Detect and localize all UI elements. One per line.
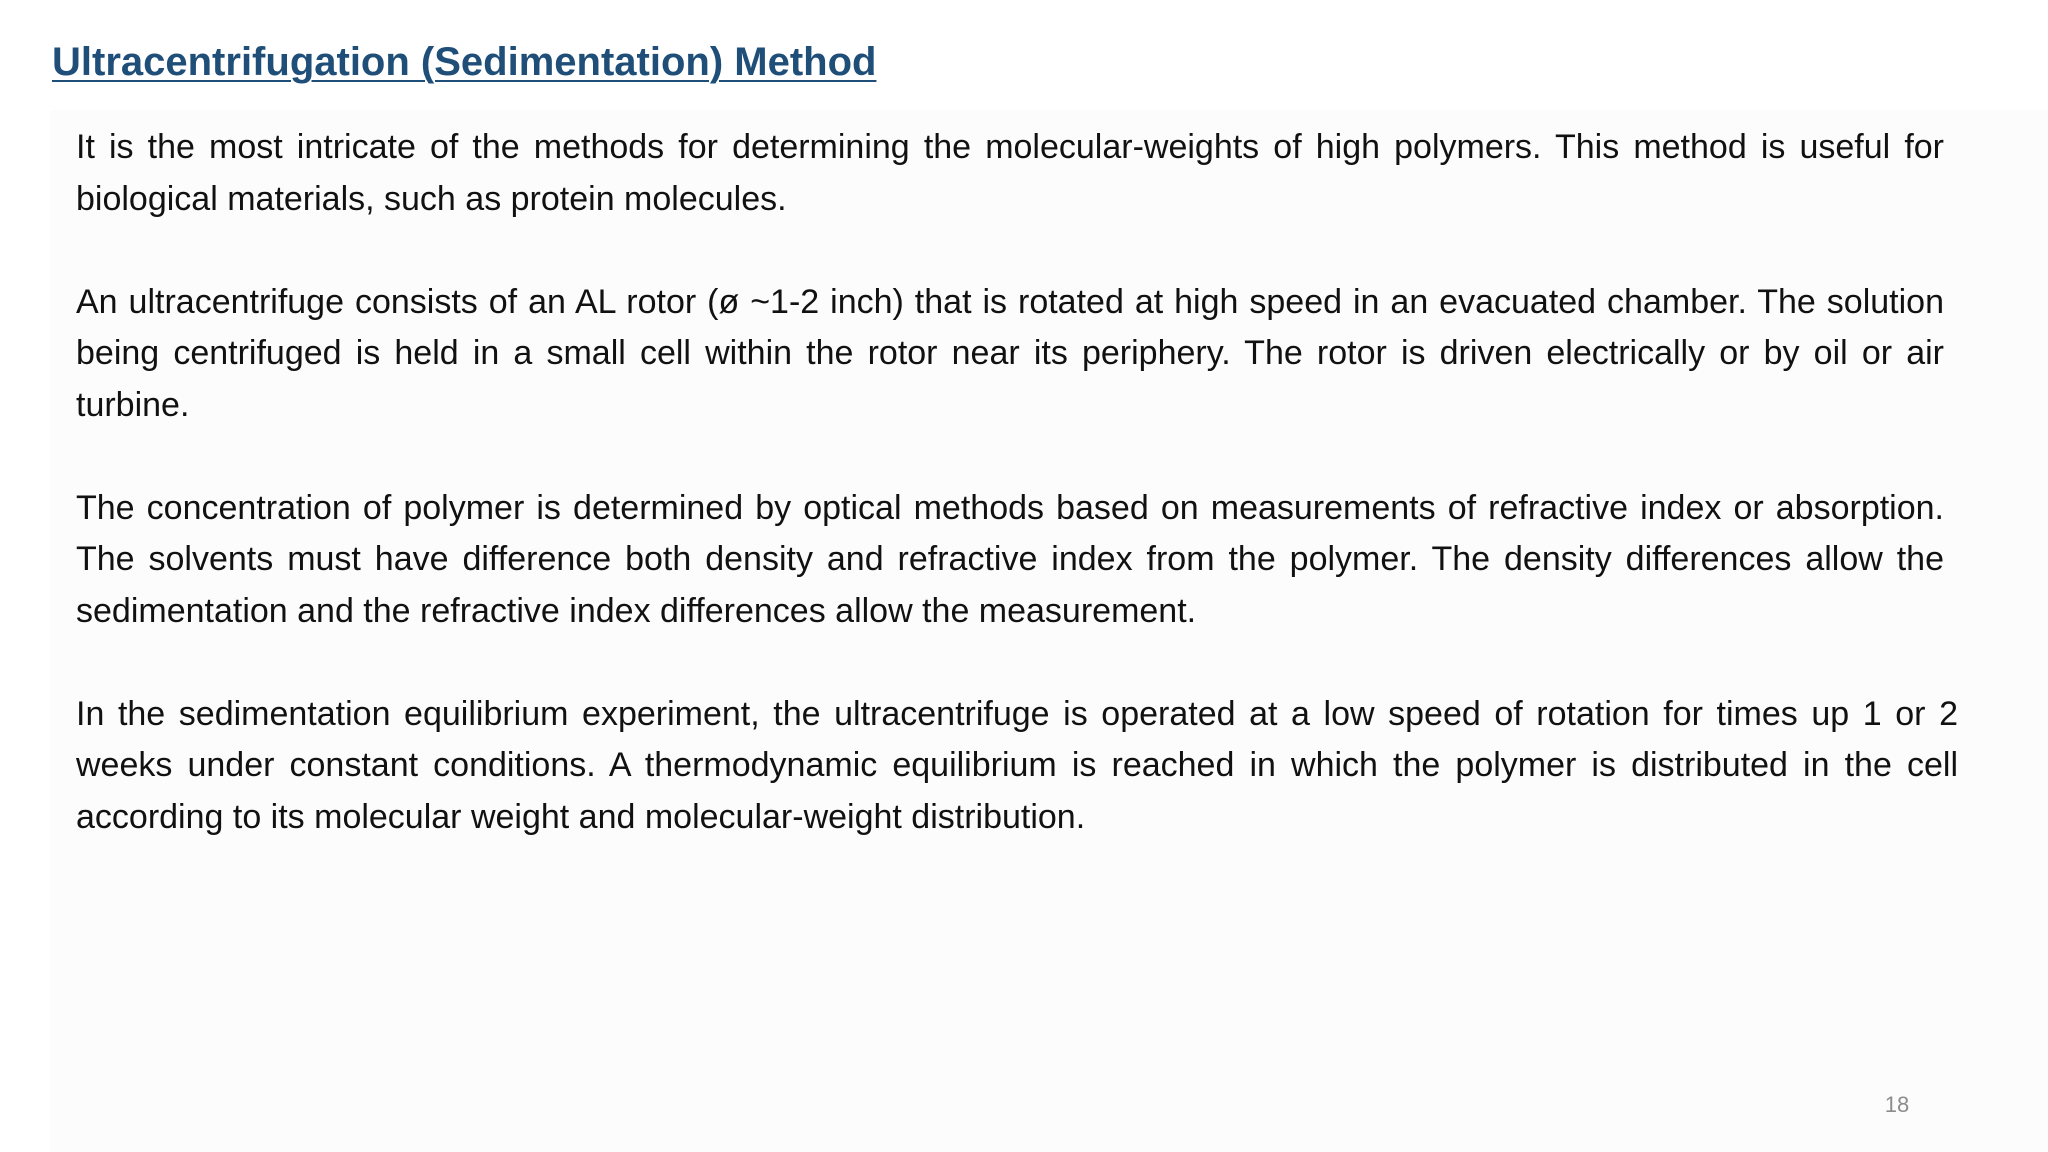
slide-body bbox=[76, 122, 1956, 895]
paragraph-concentration: The concentration of polymer is determined by optical methods based on measurements of refractive index or absorption. The solvents must have difference both density and refractive index from the polymer. The density differences allow the sedimentation and the refractive index differences allow the measurement. bbox=[76, 488, 1944, 630]
slide-title: Ultracentrifugation (Sedimentation) Method bbox=[52, 40, 877, 84]
paragraph-equilibrium: In the sedimentation equilibrium experiment, the ultracentrifuge is operated at a low speed of rotation for times up 1 or 2 weeks under constant conditions. A thermodynamic equilibrium is reached in which the polymer is distributed in the cell according to its molecular weight and molecular-weight distribution. bbox=[76, 694, 1958, 836]
paragraph-intro: It is the most intricate of the methods for determining the molecular-weights of high polymers. This method is useful for biological materials, such as protein molecules. bbox=[76, 128, 1944, 218]
paragraph-rotor: An ultracentrifuge consists of an AL rotor (ø ~1-2 inch) that is rotated at high speed in an evacuated chamber. The solution being centrifuged is held in a small cell within the rotor near its periphery. The rotor is driven electrically or by oil or air turbine. bbox=[76, 282, 1944, 424]
page-number: 18 bbox=[1884, 1092, 1910, 1117]
